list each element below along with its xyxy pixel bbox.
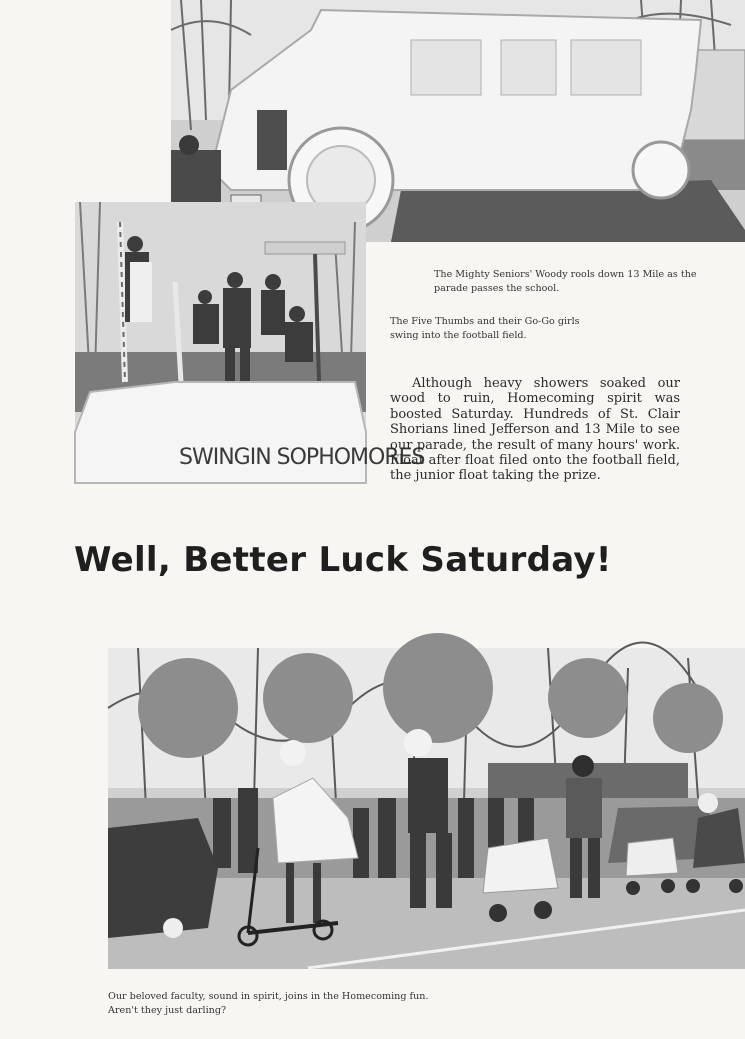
faculty-caption: Our beloved faculty, sound in spirit, joins in the Homecoming fun. Aren't they just darling? [108, 991, 429, 1016]
five-thumbs-caption: The Five Thumbs and their Go-Go girls swing into the football field. [390, 316, 580, 341]
float-sign-text: SWINGIN SOPHOMORES [179, 445, 425, 470]
sophomore-float-photo [75, 202, 425, 483]
seniors-float-caption: The Mighty Seniors' Woody rools down 13 Mile as the parade passes the school. [434, 269, 697, 294]
article-body: Although heavy showers soaked our wood to ruin, Homecoming spirit was boosted Saturday. Hundreds of St. Clair Shorians lined Jefferson and 13 Mile to see our parade, the result of many hours' work. Float after float filed onto the football field, the junior float taking the prize. [390, 376, 680, 484]
page-headline: Well, Better Luck Saturday! [74, 540, 612, 580]
faculty-parade-photo [108, 648, 745, 969]
